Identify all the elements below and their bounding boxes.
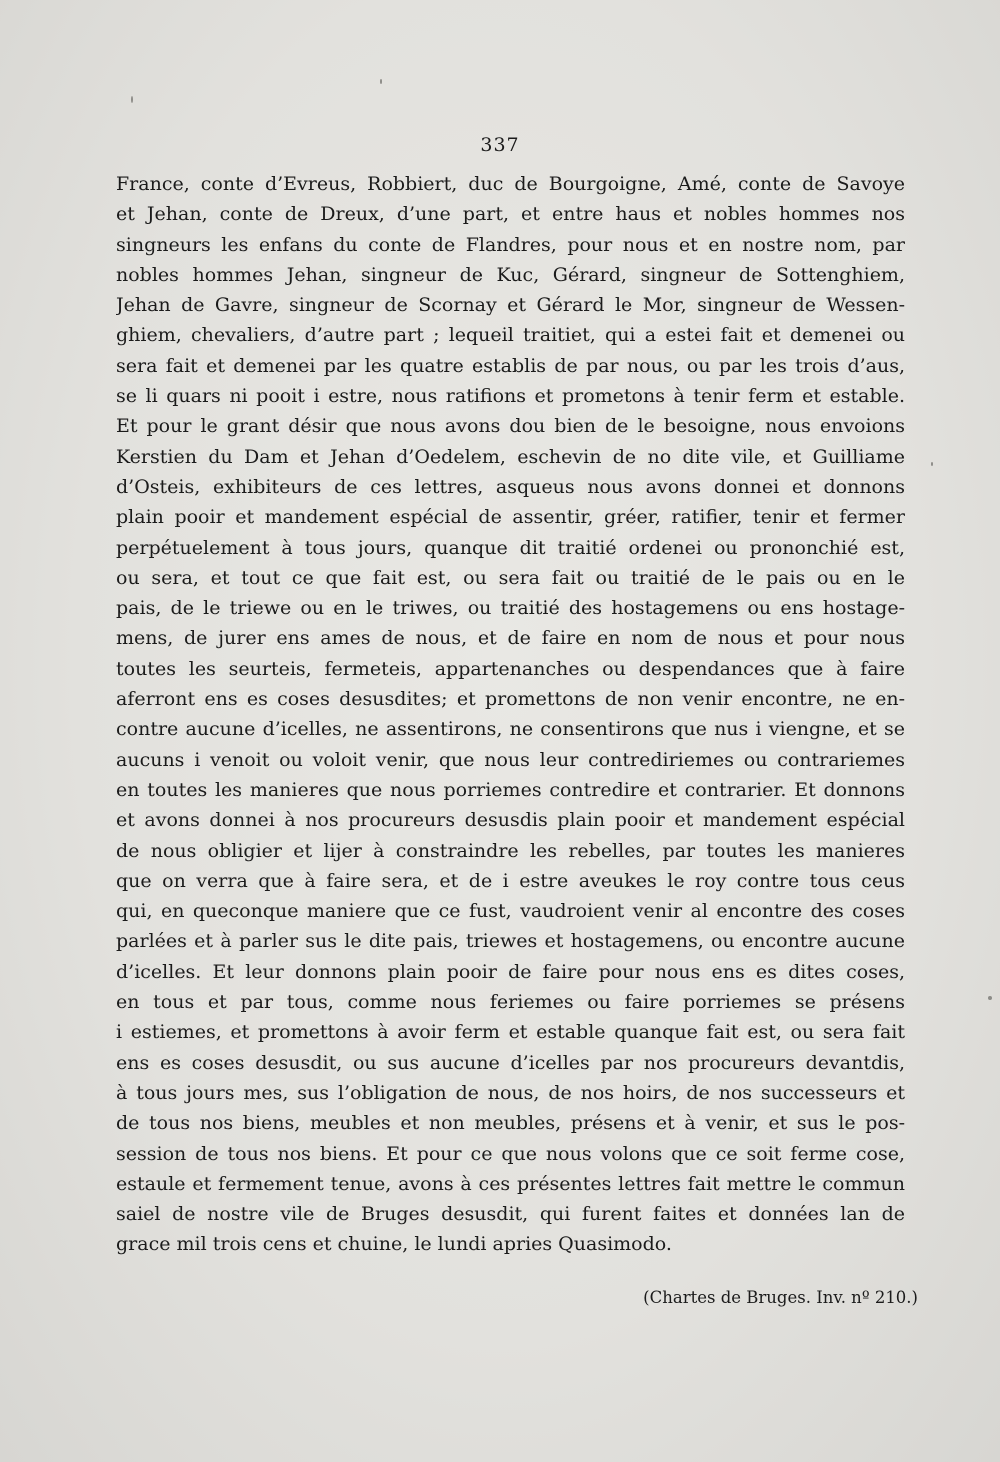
text-line: France, conte d’Evreus, Robbiert, duc de Bourgoigne, Amé, conte de Savoye	[116, 173, 905, 195]
text-line: contre aucune d’icelles, ne assentirons, ne consentirons que nus i viengne, et se	[116, 718, 905, 741]
text-line: perpétuelement à tous jours, quanque dit traitié ordenei ou prononchié est,	[116, 536, 905, 559]
text-line: à tous jours mes, sus l’obligation de nous, de nos hoirs, de nos successeurs et	[116, 1081, 905, 1104]
paper-speck	[380, 79, 382, 84]
text-line: pais, de le triewe ou en le triwes, ou traitié des hostagemens ou ens hostage-	[116, 597, 905, 620]
text-line: aucuns i venoit ou voloit venir, que nous leur contrediriemes ou contrariemes	[116, 748, 905, 771]
text-line: d’icelles. Et leur donnons plain pooir de faire pour nous ens es dites coses,	[116, 960, 905, 983]
text-line: estaule et fermement tenue, avons à ces présentes lettres fait mettre le commun	[116, 1172, 905, 1195]
text-line: parlées et à parler sus le dite pais, triewes et hostagemens, ou encontre aucune	[116, 930, 905, 953]
text-line: que on verra que à faire sera, et de i estre aveukes le roy contre tous ceus	[116, 869, 905, 892]
text-line: session de tous nos biens. Et pour ce que nous volons que ce soit ferme cose,	[116, 1142, 905, 1165]
source-citation: (Chartes de Bruges. Inv. nº 210.)	[643, 1288, 918, 1307]
page-number: 337	[480, 134, 520, 156]
text-line: et Jehan, conte de Dreux, d’une part, et entre haus et nobles hommes nos	[116, 203, 905, 226]
charter-text	[116, 169, 905, 1260]
text-line: de tous nos biens, meubles et non meubles, présens et à venir, et sus le pos-	[116, 1112, 905, 1135]
paper-speck	[931, 462, 933, 466]
text-line: mens, de jurer ens ames de nous, et de faire en nom de nous et pour nous	[116, 627, 905, 650]
text-line: plain pooir et mandement espécial de assentir, gréer, ratifier, tenir et fermer	[116, 506, 905, 529]
paper-speck	[131, 96, 133, 103]
text-line: en tous et par tous, comme nous feriemes ou faire porriemes se présens	[116, 991, 905, 1014]
text-line: sera fait et demenei par les quatre establis de par nous, ou par les trois d’aus,	[116, 354, 905, 377]
text-line: en toutes les manieres que nous porriemes contredire et contrarier. Et donnons	[116, 778, 905, 801]
text-line: aferront ens es coses desusdites; et promettons de non venir encontre, ne en-	[116, 688, 905, 711]
text-line: qui, en queconque maniere que ce fust, vaudroient venir al encontre des coses	[116, 900, 905, 923]
text-line: ou sera, et tout ce que fait est, ou sera fait ou traitié de le pais ou en le	[116, 566, 905, 589]
text-line: d’Osteis, exhibiteurs de ces lettres, asqueus nous avons donnei et donnons	[116, 475, 905, 498]
paper-speck	[988, 996, 992, 1000]
text-line: de nous obligier et lijer à constraindre les rebelles, par toutes les manieres	[116, 839, 905, 862]
text-line: et avons donnei à nos procureurs desusdis plain pooir et mandement espécial	[116, 809, 905, 832]
text-line: Jehan de Gavre, singneur de Scornay et Gérard le Mor, singneur de Wessen-	[116, 294, 905, 317]
text-line: ghiem, chevaliers, d’autre part ; lequeil traitiet, qui a estei fait et demenei ou	[116, 324, 905, 347]
text-line-last: grace mil trois cens et chuine, le lundi apries Quasimodo.	[116, 1233, 672, 1256]
text-line: Et pour le grant désir que nous avons dou bien de le besoigne, nous envoions	[116, 415, 905, 438]
text-line: i estiemes, et promettons à avoir ferm et estable quanque fait est, ou sera fait	[116, 1021, 905, 1044]
text-line: ens es coses desusdit, ou sus aucune d’icelles par nos procureurs devantdis,	[116, 1051, 905, 1074]
text-line: toutes les seurteis, fermeteis, appartenanches ou despendances que à faire	[116, 657, 905, 680]
text-line: singneurs les enfans du conte de Flandres, pour nous et en nostre nom, par	[116, 233, 905, 256]
text-line: nobles hommes Jehan, singneur de Kuc, Gérard, singneur de Sottenghiem,	[116, 263, 905, 286]
text-line: saiel de nostre vile de Bruges desusdit, qui furent faites et données lan de	[116, 1203, 905, 1226]
text-line: Kerstien du Dam et Jehan d’Oedelem, eschevin de no dite vile, et Guilliame	[116, 445, 905, 468]
text-line: se li quars ni pooit i estre, nous ratifions et prometons à tenir ferm et estable.	[116, 385, 905, 408]
